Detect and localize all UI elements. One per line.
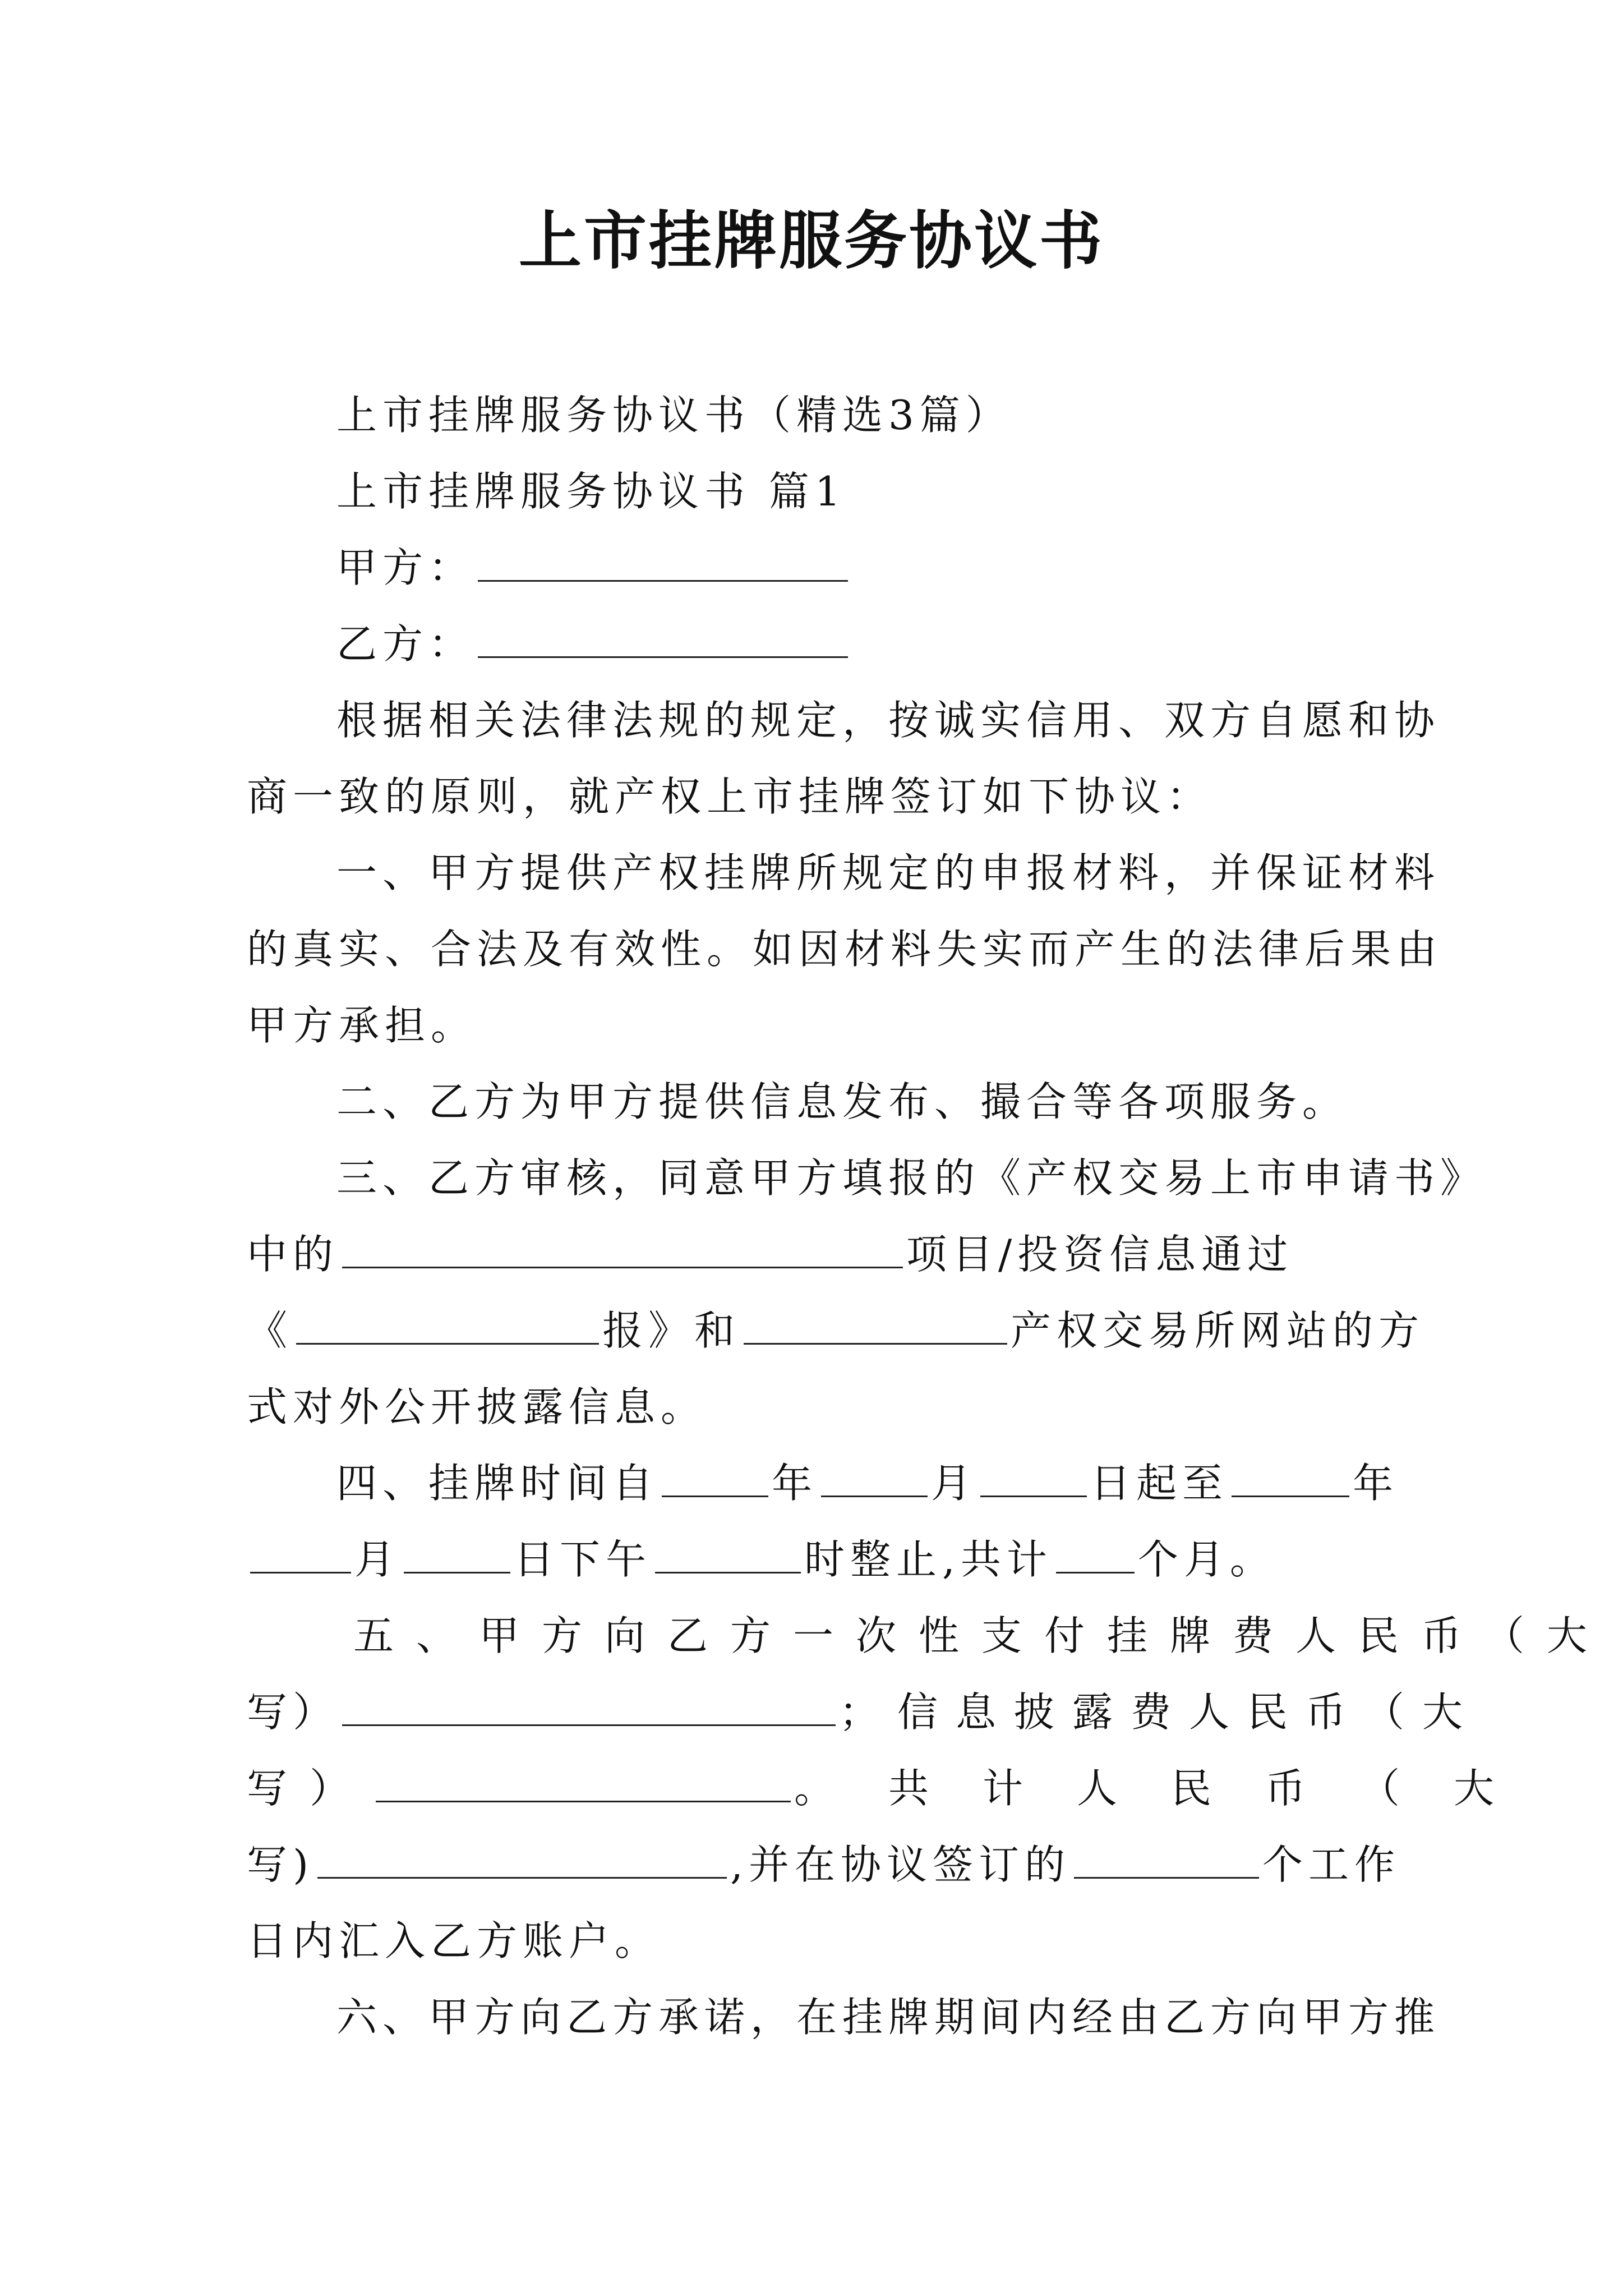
exchange-blank xyxy=(744,1310,1007,1345)
clause5-text-c: 写） xyxy=(247,1765,373,1812)
clause3-text-a: 中的 xyxy=(247,1231,339,1278)
months-blank xyxy=(1056,1539,1135,1573)
clause5-text-e: 写) xyxy=(247,1841,315,1888)
clause5-text-d: 。共计人民币（大 xyxy=(794,1765,1548,1812)
end-hour-blank xyxy=(655,1539,801,1573)
start-year-blank xyxy=(662,1463,768,1497)
clause4-text-h: 时整止,共计 xyxy=(804,1536,1053,1583)
start-month-blank xyxy=(821,1463,928,1497)
clause3-text-c: 《 xyxy=(247,1307,293,1354)
start-day-blank xyxy=(980,1463,1087,1497)
clause1-line-2: 的真实、合法及有效性。如因材料失实而产生的法律后果由 xyxy=(247,926,1443,973)
party-a-line xyxy=(336,540,851,596)
clause1-line-3: 甲方承担。 xyxy=(247,1002,477,1049)
clause4-line-1 xyxy=(336,1455,1399,1511)
clause4-text-g: 日下午 xyxy=(514,1536,652,1583)
project-name-blank xyxy=(342,1234,903,1268)
party-b-label: 乙方： xyxy=(336,620,475,668)
clause5-line-5: 日内汇入乙方账户。 xyxy=(247,1917,661,1964)
clause5-line-3 xyxy=(247,1760,1548,1816)
clause3-text-e: 产权交易所网站的方 xyxy=(1011,1307,1425,1354)
party-a-blank xyxy=(478,547,848,582)
clause5-line-1: 五、甲方向乙方一次性支付挂牌费人民币（大 xyxy=(353,1612,1610,1659)
party-a-label: 甲方： xyxy=(336,544,475,591)
clause4-text-i: 个月。 xyxy=(1137,1536,1276,1583)
listing-fee-blank xyxy=(342,1692,836,1726)
party-b-blank xyxy=(478,624,848,658)
clause2-line: 二、乙方为甲方提供信息发布、撮合等各项服务。 xyxy=(336,1078,1349,1125)
clause4-text-d: 日起至 xyxy=(1090,1460,1229,1507)
clause6-line-1: 六、甲方向乙方承诺，在挂牌期间内经由乙方向甲方推 xyxy=(336,1994,1441,2041)
clause5-text-f: ,并在协议签订的 xyxy=(730,1841,1071,1888)
clause5-line-2 xyxy=(247,1684,1481,1740)
intro-line-2: 商一致的原则，就产权上市挂牌签订如下协议： xyxy=(247,773,1213,820)
end-year-blank xyxy=(1232,1463,1349,1497)
intro-line-1: 根据相关法律法规的规定，按诚实信用、双方自愿和协 xyxy=(336,697,1441,744)
document-subtitle: 上市挂牌服务协议书（精选3篇） xyxy=(336,392,1012,439)
clause5-text-g: 个工作 xyxy=(1262,1841,1400,1888)
clause5-line-4 xyxy=(247,1837,1400,1893)
clause4-text-c: 月 xyxy=(931,1460,978,1507)
clause5-text-b: ；信息披露费人民币（大 xyxy=(839,1688,1481,1736)
newspaper-blank xyxy=(296,1310,599,1345)
clause3-line-1: 三、乙方审核，同意甲方填报的《产权交易上市申请书》 xyxy=(336,1154,1487,1202)
clause4-text-b: 年 xyxy=(772,1460,818,1507)
clause4-text-a: 四、挂牌时间自 xyxy=(336,1460,659,1507)
clause5-text-a: 写） xyxy=(247,1688,339,1736)
clause4-line-2 xyxy=(247,1531,1276,1588)
clause1-line-1: 一、甲方提供产权挂牌所规定的申报材料，并保证材料 xyxy=(336,849,1441,896)
clause4-text-e: 年 xyxy=(1353,1460,1399,1507)
end-month-blank xyxy=(250,1539,351,1573)
workdays-blank xyxy=(1074,1844,1259,1879)
clause3-text-d: 报》和 xyxy=(602,1307,741,1354)
clause3-line-4: 式对外公开披露信息。 xyxy=(247,1383,707,1430)
clause3-line-3 xyxy=(247,1303,1424,1359)
section-heading: 上市挂牌服务协议书 篇1 xyxy=(336,468,846,515)
total-fee-blank xyxy=(317,1844,727,1879)
party-b-line xyxy=(336,616,851,672)
disclosure-fee-blank xyxy=(376,1768,791,1802)
end-day-blank xyxy=(404,1539,510,1573)
clause3-text-b: 项目/投资信息通过 xyxy=(906,1231,1294,1278)
clause4-text-f: 月 xyxy=(354,1536,401,1583)
clause3-line-2 xyxy=(247,1226,1293,1282)
document-title: 上市挂牌服务协议书 xyxy=(519,204,1104,278)
